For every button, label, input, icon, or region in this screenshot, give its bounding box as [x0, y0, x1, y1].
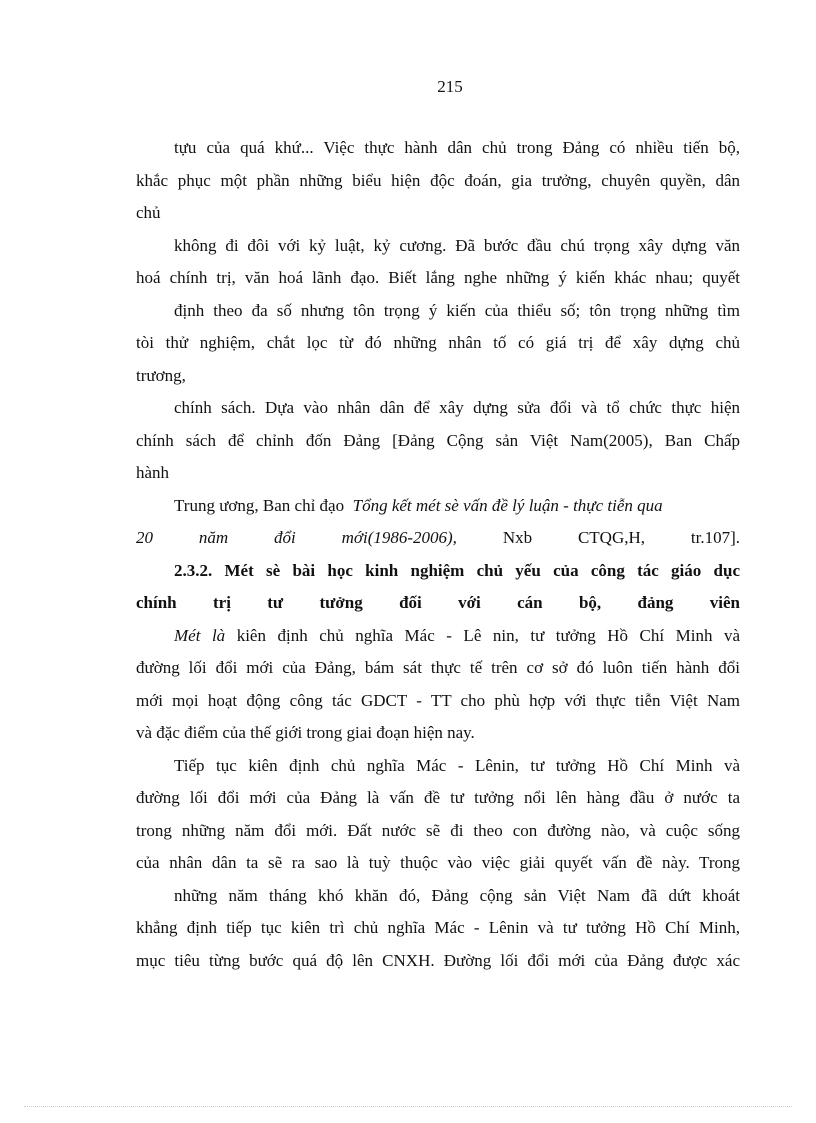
text-line: tựu của quá khứ... Việc thực hành dân chủ trong Đảng có nhiều tiến bộ,	[174, 138, 740, 157]
citation-title-cont: 20 năm đổi mới(1986-2006),	[136, 528, 457, 547]
text-line: khẳng định tiếp tục kiên trì chủ nghĩa Mác - Lênin và tư tưởng Hồ Chí Minh,	[136, 918, 740, 937]
text-line: của nhân dân ta sẽ ra sao là tuỳ thuộc vào việc giải quyết vấn đề này. Trong	[136, 853, 740, 872]
citation-line	[136, 490, 740, 523]
text-line: hoá chính trị, văn hoá lãnh đạo. Biết lắng nghe những ý kiến khác nhau; quyết	[136, 268, 740, 287]
text-line: định theo đa số nhưng tôn trọng ý kiến của thiểu số; tôn trọng những tìm	[174, 300, 740, 320]
text-line: mới mọi hoạt động công tác GDCT - TT cho phù hợp với thực tiễn Việt Nam	[136, 690, 740, 710]
text-line	[136, 620, 740, 653]
citation-title: Tổng kết mét sè vấn đề lý luận - thực tiễn qua	[352, 495, 663, 515]
section-heading: 2.3.2. Mét sè bài học kinh nghiệm chủ yếu của công tác giáo dục	[174, 560, 740, 580]
section-heading-cont: chính trị tư tưởng đối với cán bộ, đảng viên	[136, 593, 740, 612]
text-line: những năm tháng khó khăn đó, Đảng cộng sản Việt Nam đã dứt khoát	[174, 885, 740, 905]
citation-prefix: Trung ương, Ban chỉ đạo	[174, 495, 345, 515]
text-line: hành	[136, 463, 170, 482]
text-line: chủ	[136, 203, 161, 222]
text-line: chính sách để chỉnh đốn Đảng [Đảng Cộng sản Việt Nam(2005), Ban Chấp	[136, 430, 740, 450]
page-number: 215	[437, 77, 463, 96]
text-line: trong những năm đổi mới. Đất nước sẽ đi theo con đường nào, và cuộc sống	[136, 820, 740, 840]
text-line: trương,	[136, 365, 186, 385]
document-body	[136, 132, 740, 977]
text-line: không đi đôi với kỷ luật, kỷ cương. Đã bước đầu chú trọng xây dựng văn	[174, 235, 740, 255]
text-line: đường lối đổi mới của Đảng, bám sát thực tế trên cơ sở đó luôn tiến hành đổi	[136, 658, 740, 677]
text-line: đường lối đổi mới của Đảng là vấn đề tư tưởng nổi lên hàng đầu ở nước ta	[136, 788, 740, 807]
text-run: kiên định chủ nghĩa Mác - Lê nin, tư tưởng Hồ Chí Minh và	[236, 625, 740, 645]
citation-line	[136, 522, 740, 555]
text-line: mục tiêu từng bước quá độ lên CNXH. Đường lối đổi mới của Đảng được xác	[136, 950, 740, 970]
text-line: Tiếp tục kiên định chủ nghĩa Mác - Lênin, tư tưởng Hồ Chí Minh và	[174, 755, 740, 775]
lead-italic: Mét là	[174, 625, 226, 645]
text-line: khắc phục một phần những biểu hiện độc đoán, gia trưởng, chuyên quyền, dân	[136, 170, 740, 190]
citation-suffix: Nxb CTQG,H, tr.107].	[502, 528, 740, 547]
page-bottom-divider	[24, 1106, 792, 1107]
text-line: tòi thử nghiệm, chắt lọc từ đó những nhân tố có giá trị để xây dựng chủ	[136, 333, 740, 352]
text-line: và đặc điểm của thế giới trong giai đoạn hiện nay.	[136, 723, 475, 742]
text-line: chính sách. Dựa vào nhân dân để xây dựng sửa đổi và tổ chức thực hiện	[174, 398, 740, 417]
